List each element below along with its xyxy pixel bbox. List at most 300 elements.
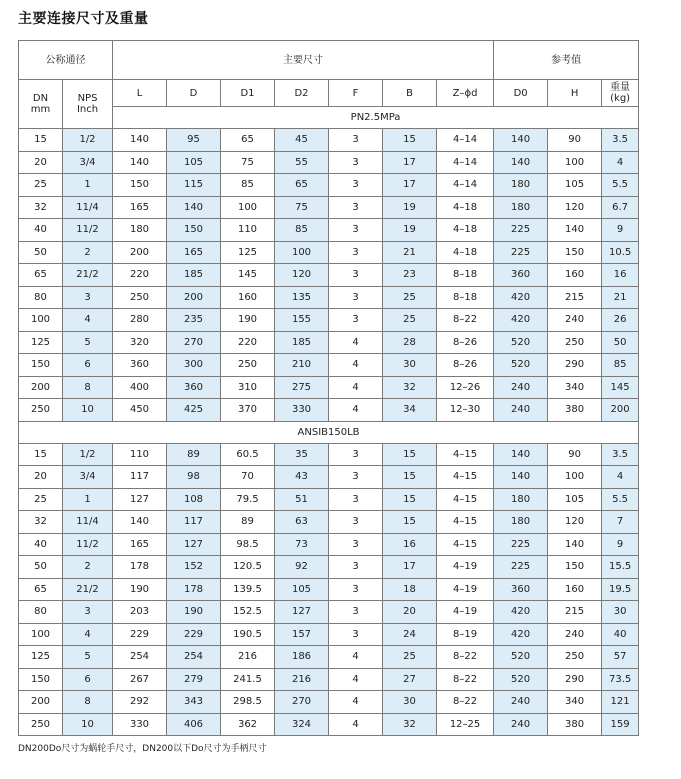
cell-f: 4 [329, 376, 383, 399]
cell-f: 4 [329, 354, 383, 377]
cell-dn: 65 [19, 264, 63, 287]
cell-d1: 85 [221, 174, 275, 197]
cell-b: 28 [383, 331, 437, 354]
cell-b: 21 [383, 241, 437, 264]
cell-f: 3 [329, 488, 383, 511]
cell-bolts: 4–18 [437, 196, 494, 219]
table-row [19, 578, 639, 601]
header-nominal-diameter: 公称通径 [19, 41, 113, 80]
cell-b: 16 [383, 533, 437, 556]
cell-l: 267 [113, 668, 167, 691]
table-row [19, 556, 639, 579]
cell-d0: 520 [494, 646, 548, 669]
cell-dn: 150 [19, 354, 63, 377]
cell-l: 190 [113, 578, 167, 601]
cell-d2: 210 [275, 354, 329, 377]
cell-f: 3 [329, 511, 383, 534]
cell-h: 240 [548, 623, 602, 646]
cell-weight: 4 [602, 466, 639, 489]
table-row [19, 511, 639, 534]
cell-nps: 3/4 [63, 466, 113, 489]
cell-dn: 80 [19, 286, 63, 309]
table-row [19, 376, 639, 399]
table-row [19, 219, 639, 242]
cell-l: 203 [113, 601, 167, 624]
cell-b: 20 [383, 601, 437, 624]
cell-bolts: 4–18 [437, 219, 494, 242]
cell-d1: 152.5 [221, 601, 275, 624]
footnote: DN200Do尺寸为蜗轮手尺寸，DN200以下Do尺寸为手柄尺寸 [18, 744, 267, 754]
cell-d: 235 [167, 309, 221, 332]
cell-d: 200 [167, 286, 221, 309]
cell-nps: 8 [63, 376, 113, 399]
cell-dn: 25 [19, 174, 63, 197]
cell-dn: 80 [19, 601, 63, 624]
cell-weight: 57 [602, 646, 639, 669]
header-bolts: Z–ϕd [437, 80, 494, 107]
cell-b: 25 [383, 309, 437, 332]
cell-d2: 270 [275, 691, 329, 714]
cell-d0: 420 [494, 623, 548, 646]
header-weight: 重量 (kg) [602, 80, 639, 107]
cell-bolts: 4–14 [437, 129, 494, 152]
cell-weight: 19.5 [602, 578, 639, 601]
cell-d: 150 [167, 219, 221, 242]
cell-d: 108 [167, 488, 221, 511]
table-row [19, 241, 639, 264]
cell-nps: 1 [63, 174, 113, 197]
cell-dn: 15 [19, 129, 63, 152]
cell-nps: 3 [63, 286, 113, 309]
cell-b: 15 [383, 129, 437, 152]
cell-h: 120 [548, 196, 602, 219]
header-f: F [329, 80, 383, 107]
cell-f: 3 [329, 196, 383, 219]
cell-b: 15 [383, 466, 437, 489]
cell-d1: 139.5 [221, 578, 275, 601]
cell-d0: 520 [494, 668, 548, 691]
table-row [19, 533, 639, 556]
cell-dn: 125 [19, 331, 63, 354]
cell-d: 300 [167, 354, 221, 377]
cell-dn: 15 [19, 443, 63, 466]
cell-d: 279 [167, 668, 221, 691]
header-l: L [113, 80, 167, 107]
cell-d2: 127 [275, 601, 329, 624]
cell-h: 240 [548, 309, 602, 332]
cell-bolts: 8–22 [437, 309, 494, 332]
cell-dn: 50 [19, 241, 63, 264]
cell-d0: 240 [494, 691, 548, 714]
cell-nps: 6 [63, 668, 113, 691]
cell-l: 165 [113, 196, 167, 219]
cell-d0: 180 [494, 488, 548, 511]
cell-l: 165 [113, 533, 167, 556]
cell-d1: 79.5 [221, 488, 275, 511]
cell-h: 290 [548, 354, 602, 377]
cell-d: 406 [167, 713, 221, 736]
cell-l: 150 [113, 174, 167, 197]
cell-f: 3 [329, 533, 383, 556]
cell-h: 150 [548, 241, 602, 264]
cell-b: 19 [383, 219, 437, 242]
cell-weight: 5.5 [602, 174, 639, 197]
cell-d0: 520 [494, 354, 548, 377]
section-label: ANSIB150LB [19, 421, 639, 443]
cell-h: 215 [548, 601, 602, 624]
cell-b: 30 [383, 691, 437, 714]
cell-d2: 120 [275, 264, 329, 287]
cell-d0: 225 [494, 219, 548, 242]
cell-d1: 298.5 [221, 691, 275, 714]
cell-l: 140 [113, 129, 167, 152]
cell-d1: 75 [221, 151, 275, 174]
cell-bolts: 4–19 [437, 578, 494, 601]
cell-bolts: 8–19 [437, 623, 494, 646]
cell-d0: 140 [494, 443, 548, 466]
cell-bolts: 4–15 [437, 466, 494, 489]
cell-bolts: 12–26 [437, 376, 494, 399]
table-row [19, 129, 639, 152]
cell-d2: 105 [275, 578, 329, 601]
cell-nps: 10 [63, 399, 113, 422]
table-row [19, 196, 639, 219]
cell-weight: 9 [602, 533, 639, 556]
cell-d1: 100 [221, 196, 275, 219]
cell-f: 4 [329, 646, 383, 669]
cell-nps: 11/4 [63, 196, 113, 219]
cell-l: 254 [113, 646, 167, 669]
cell-d0: 225 [494, 241, 548, 264]
cell-l: 292 [113, 691, 167, 714]
cell-d: 185 [167, 264, 221, 287]
section-label: PN2.5MPa [113, 107, 639, 129]
table-row [19, 623, 639, 646]
cell-l: 140 [113, 151, 167, 174]
cell-d: 89 [167, 443, 221, 466]
cell-h: 100 [548, 151, 602, 174]
cell-b: 32 [383, 713, 437, 736]
cell-d2: 65 [275, 174, 329, 197]
cell-nps: 11/2 [63, 533, 113, 556]
cell-d0: 180 [494, 196, 548, 219]
table-row [19, 713, 639, 736]
cell-h: 340 [548, 376, 602, 399]
cell-d2: 185 [275, 331, 329, 354]
cell-d: 117 [167, 511, 221, 534]
cell-d2: 275 [275, 376, 329, 399]
cell-dn: 200 [19, 691, 63, 714]
cell-l: 330 [113, 713, 167, 736]
header-b: B [383, 80, 437, 107]
header-h: H [548, 80, 602, 107]
cell-weight: 26 [602, 309, 639, 332]
cell-l: 117 [113, 466, 167, 489]
table-row [19, 264, 639, 287]
cell-nps: 3 [63, 601, 113, 624]
cell-d: 343 [167, 691, 221, 714]
cell-d: 254 [167, 646, 221, 669]
cell-nps: 5 [63, 331, 113, 354]
cell-l: 250 [113, 286, 167, 309]
cell-b: 25 [383, 286, 437, 309]
cell-d1: 120.5 [221, 556, 275, 579]
cell-d2: 63 [275, 511, 329, 534]
cell-f: 4 [329, 691, 383, 714]
cell-d0: 360 [494, 264, 548, 287]
cell-l: 450 [113, 399, 167, 422]
cell-b: 17 [383, 151, 437, 174]
cell-h: 250 [548, 331, 602, 354]
header-d1: D1 [221, 80, 275, 107]
header-d: D [167, 80, 221, 107]
table-row [19, 646, 639, 669]
cell-l: 110 [113, 443, 167, 466]
cell-h: 250 [548, 646, 602, 669]
cell-l: 220 [113, 264, 167, 287]
cell-d1: 65 [221, 129, 275, 152]
cell-h: 105 [548, 174, 602, 197]
header-dn: DN mm [19, 80, 63, 129]
cell-d2: 55 [275, 151, 329, 174]
table-row [19, 286, 639, 309]
cell-f: 3 [329, 556, 383, 579]
cell-bolts: 12–25 [437, 713, 494, 736]
cell-b: 32 [383, 376, 437, 399]
cell-nps: 3/4 [63, 151, 113, 174]
cell-weight: 16 [602, 264, 639, 287]
cell-b: 15 [383, 443, 437, 466]
cell-dn: 40 [19, 219, 63, 242]
cell-d0: 225 [494, 556, 548, 579]
cell-f: 3 [329, 241, 383, 264]
cell-f: 3 [329, 219, 383, 242]
cell-d2: 157 [275, 623, 329, 646]
cell-h: 290 [548, 668, 602, 691]
cell-d0: 420 [494, 286, 548, 309]
cell-b: 25 [383, 646, 437, 669]
cell-b: 17 [383, 556, 437, 579]
cell-bolts: 12–30 [437, 399, 494, 422]
cell-bolts: 8–22 [437, 646, 494, 669]
cell-l: 400 [113, 376, 167, 399]
cell-d1: 216 [221, 646, 275, 669]
cell-b: 15 [383, 511, 437, 534]
cell-d0: 240 [494, 713, 548, 736]
cell-d2: 186 [275, 646, 329, 669]
cell-bolts: 4–14 [437, 174, 494, 197]
cell-d2: 100 [275, 241, 329, 264]
cell-weight: 5.5 [602, 488, 639, 511]
header-nps: NPS Inch [63, 80, 113, 129]
cell-h: 140 [548, 533, 602, 556]
cell-d1: 250 [221, 354, 275, 377]
header-main-dimensions: 主要尺寸 [113, 41, 494, 80]
cell-d1: 190 [221, 309, 275, 332]
cell-nps: 2 [63, 556, 113, 579]
cell-nps: 2 [63, 241, 113, 264]
cell-d2: 73 [275, 533, 329, 556]
cell-d0: 520 [494, 331, 548, 354]
cell-d1: 125 [221, 241, 275, 264]
cell-f: 3 [329, 129, 383, 152]
dimension-table [18, 40, 639, 736]
table-row [19, 668, 639, 691]
cell-h: 380 [548, 399, 602, 422]
cell-weight: 73.5 [602, 668, 639, 691]
cell-weight: 3.5 [602, 443, 639, 466]
cell-f: 3 [329, 286, 383, 309]
cell-h: 90 [548, 443, 602, 466]
header-d2: D2 [275, 80, 329, 107]
cell-d: 178 [167, 578, 221, 601]
cell-d1: 70 [221, 466, 275, 489]
cell-nps: 10 [63, 713, 113, 736]
cell-l: 140 [113, 511, 167, 534]
cell-bolts: 4–15 [437, 533, 494, 556]
cell-d: 270 [167, 331, 221, 354]
cell-bolts: 8–22 [437, 691, 494, 714]
cell-weight: 3.5 [602, 129, 639, 152]
cell-l: 280 [113, 309, 167, 332]
cell-f: 3 [329, 174, 383, 197]
cell-h: 105 [548, 488, 602, 511]
cell-weight: 4 [602, 151, 639, 174]
cell-d: 140 [167, 196, 221, 219]
cell-d1: 98.5 [221, 533, 275, 556]
table-row [19, 443, 639, 466]
cell-h: 380 [548, 713, 602, 736]
cell-d1: 370 [221, 399, 275, 422]
table-row [19, 488, 639, 511]
cell-d0: 420 [494, 309, 548, 332]
cell-b: 34 [383, 399, 437, 422]
cell-l: 360 [113, 354, 167, 377]
cell-d0: 140 [494, 151, 548, 174]
cell-dn: 250 [19, 399, 63, 422]
cell-d: 190 [167, 601, 221, 624]
cell-bolts: 8–26 [437, 331, 494, 354]
cell-nps: 4 [63, 623, 113, 646]
cell-b: 27 [383, 668, 437, 691]
cell-d: 98 [167, 466, 221, 489]
cell-weight: 21 [602, 286, 639, 309]
cell-d1: 220 [221, 331, 275, 354]
cell-dn: 32 [19, 511, 63, 534]
cell-d1: 110 [221, 219, 275, 242]
cell-d0: 240 [494, 376, 548, 399]
cell-f: 3 [329, 623, 383, 646]
cell-d0: 140 [494, 129, 548, 152]
cell-l: 200 [113, 241, 167, 264]
cell-dn: 100 [19, 309, 63, 332]
cell-d2: 216 [275, 668, 329, 691]
cell-f: 3 [329, 264, 383, 287]
cell-l: 180 [113, 219, 167, 242]
cell-d2: 75 [275, 196, 329, 219]
table-row [19, 309, 639, 332]
cell-d0: 180 [494, 511, 548, 534]
cell-weight: 7 [602, 511, 639, 534]
header-d0: D0 [494, 80, 548, 107]
cell-nps: 1 [63, 488, 113, 511]
cell-l: 229 [113, 623, 167, 646]
cell-f: 3 [329, 601, 383, 624]
cell-b: 24 [383, 623, 437, 646]
cell-h: 140 [548, 219, 602, 242]
cell-f: 3 [329, 309, 383, 332]
cell-weight: 15.5 [602, 556, 639, 579]
cell-h: 90 [548, 129, 602, 152]
cell-bolts: 4–19 [437, 601, 494, 624]
cell-bolts: 8–18 [437, 286, 494, 309]
table-row [19, 466, 639, 489]
page-title: 主要连接尺寸及重量 [18, 11, 149, 27]
cell-weight: 10.5 [602, 241, 639, 264]
cell-nps: 11/4 [63, 511, 113, 534]
cell-h: 160 [548, 264, 602, 287]
cell-d0: 180 [494, 174, 548, 197]
cell-bolts: 8–22 [437, 668, 494, 691]
header-reference-values: 参考值 [494, 41, 639, 80]
cell-f: 4 [329, 331, 383, 354]
table-row [19, 354, 639, 377]
cell-h: 120 [548, 511, 602, 534]
cell-b: 18 [383, 578, 437, 601]
cell-f: 3 [329, 578, 383, 601]
table-row [19, 399, 639, 422]
cell-d0: 240 [494, 399, 548, 422]
cell-nps: 5 [63, 646, 113, 669]
cell-d2: 155 [275, 309, 329, 332]
cell-nps: 6 [63, 354, 113, 377]
cell-nps: 21/2 [63, 264, 113, 287]
cell-weight: 30 [602, 601, 639, 624]
cell-d: 127 [167, 533, 221, 556]
cell-f: 4 [329, 399, 383, 422]
cell-h: 160 [548, 578, 602, 601]
cell-d2: 324 [275, 713, 329, 736]
cell-l: 320 [113, 331, 167, 354]
cell-weight: 40 [602, 623, 639, 646]
cell-l: 127 [113, 488, 167, 511]
cell-b: 19 [383, 196, 437, 219]
cell-dn: 150 [19, 668, 63, 691]
cell-d2: 135 [275, 286, 329, 309]
cell-d: 115 [167, 174, 221, 197]
cell-h: 215 [548, 286, 602, 309]
cell-d1: 160 [221, 286, 275, 309]
table-row [19, 151, 639, 174]
cell-d: 425 [167, 399, 221, 422]
cell-d1: 60.5 [221, 443, 275, 466]
cell-h: 340 [548, 691, 602, 714]
cell-d2: 45 [275, 129, 329, 152]
cell-bolts: 8–18 [437, 264, 494, 287]
cell-nps: 21/2 [63, 578, 113, 601]
cell-dn: 50 [19, 556, 63, 579]
cell-d1: 89 [221, 511, 275, 534]
cell-d0: 225 [494, 533, 548, 556]
cell-nps: 1/2 [63, 443, 113, 466]
cell-f: 3 [329, 151, 383, 174]
cell-bolts: 4–19 [437, 556, 494, 579]
cell-d2: 51 [275, 488, 329, 511]
cell-d2: 92 [275, 556, 329, 579]
cell-bolts: 4–15 [437, 488, 494, 511]
cell-d: 105 [167, 151, 221, 174]
table-row [19, 331, 639, 354]
